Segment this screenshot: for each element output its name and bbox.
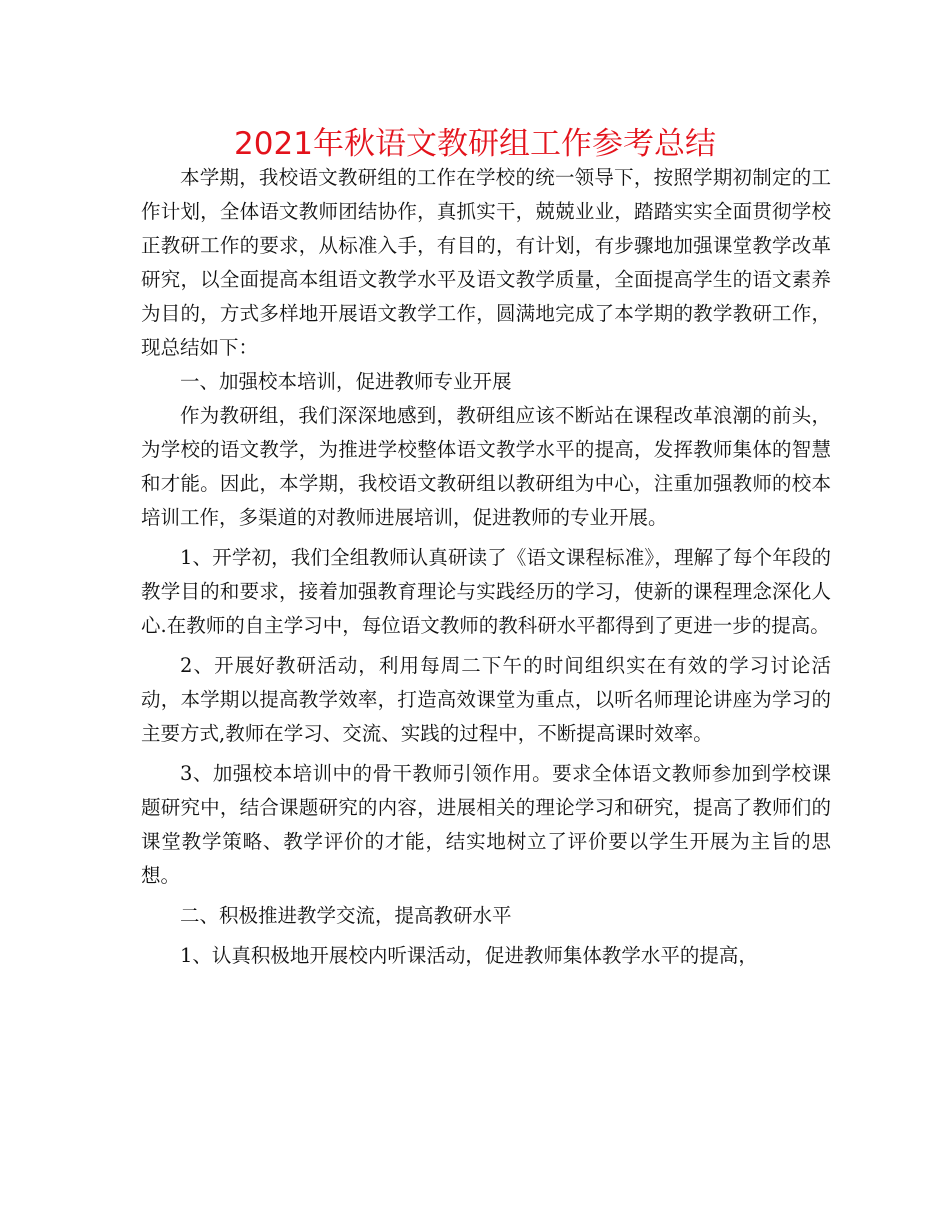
item-2-paragraph: 2、开展好教研活动，利用每周二下午的时间组织实在有效的学习讨论活动，本学期以提高教学效率，打造高效课堂为重点，以听名师理论讲座为学习的主要方式,教师在学习、交流、实践的过程中，不断提高课时效率。 — [141, 654, 831, 745]
document-body — [141, 161, 831, 973]
intro-paragraph: 本学期，我校语文教研组的工作在学校的统一领导下，按照学期初制定的工作计划，全体语文教师团结协作，真抓实干，兢兢业业，踏踏实实全面贯彻学校正教研工作的要求，从标准入手，有目的，有计划，有步骤地加强课堂教学改革研究，以全面提高本组语文教学水平及语文教学质量，全面提高学生的语文素养为目的，方式多样地开展语文教学工作，圆满地完成了本学期的教学教研工作，现总结如下： — [141, 166, 831, 359]
section-heading-2: 二、积极推进教学交流，提高教研水平 — [180, 904, 512, 927]
section-2-item-1-paragraph: 1、认真积极地开展校内听课活动，促进教师集体教学水平的提高， — [180, 944, 758, 967]
section-1-paragraph: 作为教研组，我们深深地感到，教研组应该不断站在课程改革浪潮的前头，为学校的语文教学，为推进学校整体语文教学水平的提高，发挥教师集体的智慧和才能。因此，本学期，我校语文教研组以教研组为中心，注重加强教师的校本培训工作，多渠道的对教师进展培训，促进教师的专业开展。 — [141, 404, 831, 529]
item-3-paragraph: 3、加强校本培训中的骨干教师引领作用。要求全体语文教师参加到学校课题研究中，结合课题研究的内容，进展相关的理论学习和研究，提高了教师们的课堂教学策略、教学评价的才能，结实地树立了评价要以学生开展为主旨的思想。 — [141, 762, 831, 887]
document-title: 2021年秋语文教研组工作参考总结 — [234, 126, 716, 162]
section-heading-1: 一、加强校本培训，促进教师专业开展 — [180, 370, 512, 393]
item-1-paragraph: 1、开学初，我们全组教师认真研读了《语文课程标准》，理解了每个年段的教学目的和要求，接着加强教育理论与实践经历的学习，使新的课程理念深化人心.在教师的自主学习中，每位语文教师的教科研水平都得到了更进一步的提高。 — [141, 546, 831, 637]
